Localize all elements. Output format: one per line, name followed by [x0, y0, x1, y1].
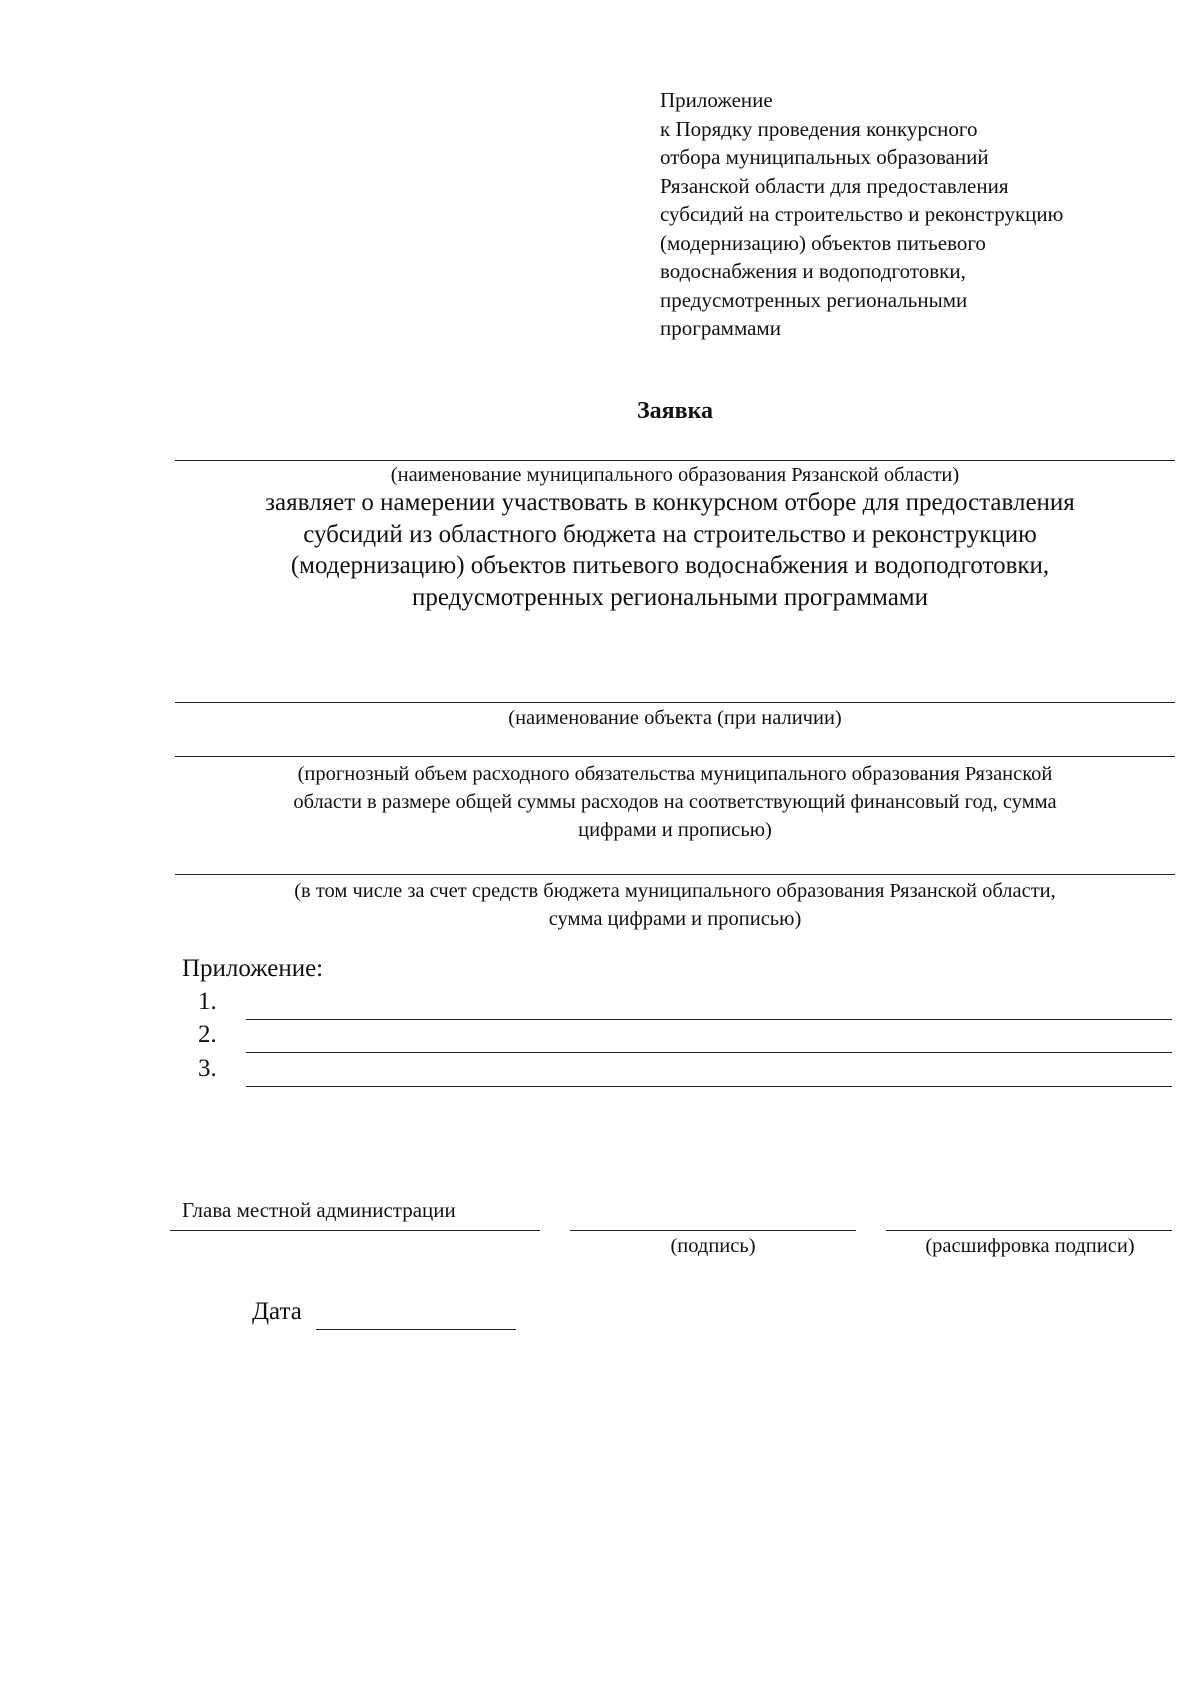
header-line: водоснабжения и водоподготовки, [660, 259, 966, 283]
attachments-title: Приложение: [182, 955, 324, 982]
attachment-number: 3. [198, 1055, 217, 1082]
forecast-caption [175, 760, 1175, 844]
budget-amount-line[interactable] [175, 874, 1175, 875]
date-label: Дата [252, 1298, 302, 1325]
role-line [170, 1230, 540, 1231]
attachment-line-3[interactable] [246, 1086, 1172, 1087]
header-line: Приложение [660, 88, 773, 112]
signature-caption: (подпись) [670, 1235, 756, 1257]
header-line: предусмотренных региональными [660, 287, 968, 312]
object-name-line[interactable] [175, 702, 1175, 703]
attachment-number: 1. [198, 988, 217, 1015]
header-line: Рязанской области для предоставления [660, 173, 1009, 198]
forecast-caption-line: цифрами и прописью) [578, 819, 772, 841]
signature-line[interactable] [570, 1230, 856, 1231]
object-caption: (наименование объекта (при наличии) [508, 707, 842, 729]
date-line[interactable] [316, 1329, 516, 1330]
header-line: субсидий на строительство и реконструкцию [660, 202, 1064, 226]
municipality-caption: (наименование муниципального образования Рязанской области) [390, 464, 960, 486]
header-line: (модернизацию) объектов питьевого [660, 230, 986, 255]
appendix-header [660, 86, 1180, 343]
attachment-number: 2. [198, 1021, 217, 1048]
attachment-line-2[interactable] [246, 1052, 1172, 1053]
statement-line: (модернизацию) объектов питьевого водоснабжения и водоподготовки, [290, 552, 1050, 579]
statement-line: предусмотренных региональными программами [411, 583, 928, 611]
header-line: к Порядку проведения конкурсного [660, 116, 978, 141]
forecast-caption-line: (прогнозный объем расходного обязательства муниципального образования Рязанской [297, 763, 1053, 785]
statement-text [170, 487, 1170, 613]
statement-line: субсидий из областного бюджета на строительство и реконструкцию [303, 520, 1037, 548]
header-line: отбора муниципальных образований [660, 145, 989, 169]
head-of-administration-label: Глава местной администрации [182, 1198, 456, 1222]
document-title: Заявка [636, 398, 714, 424]
header-line: программами [660, 316, 781, 340]
attachment-line-1[interactable] [246, 1019, 1172, 1020]
budget-caption-line: сумма цифрами и прописью) [548, 908, 802, 930]
budget-caption-line: (в том числе за счет средств бюджета муниципального образования Рязанской области, [294, 880, 1056, 902]
signature-decode-caption: (расшифровка подписи) [925, 1235, 1135, 1257]
forecast-caption-line: области в размере общей суммы расходов на соответствующий финансовый год, сумма [293, 791, 1057, 813]
forecast-amount-line[interactable] [175, 756, 1175, 757]
statement-line: заявляет о намерении участвовать в конкурсном отборе для предоставления [265, 489, 1075, 516]
signature-decode-line[interactable] [886, 1230, 1172, 1231]
budget-caption [175, 877, 1175, 933]
